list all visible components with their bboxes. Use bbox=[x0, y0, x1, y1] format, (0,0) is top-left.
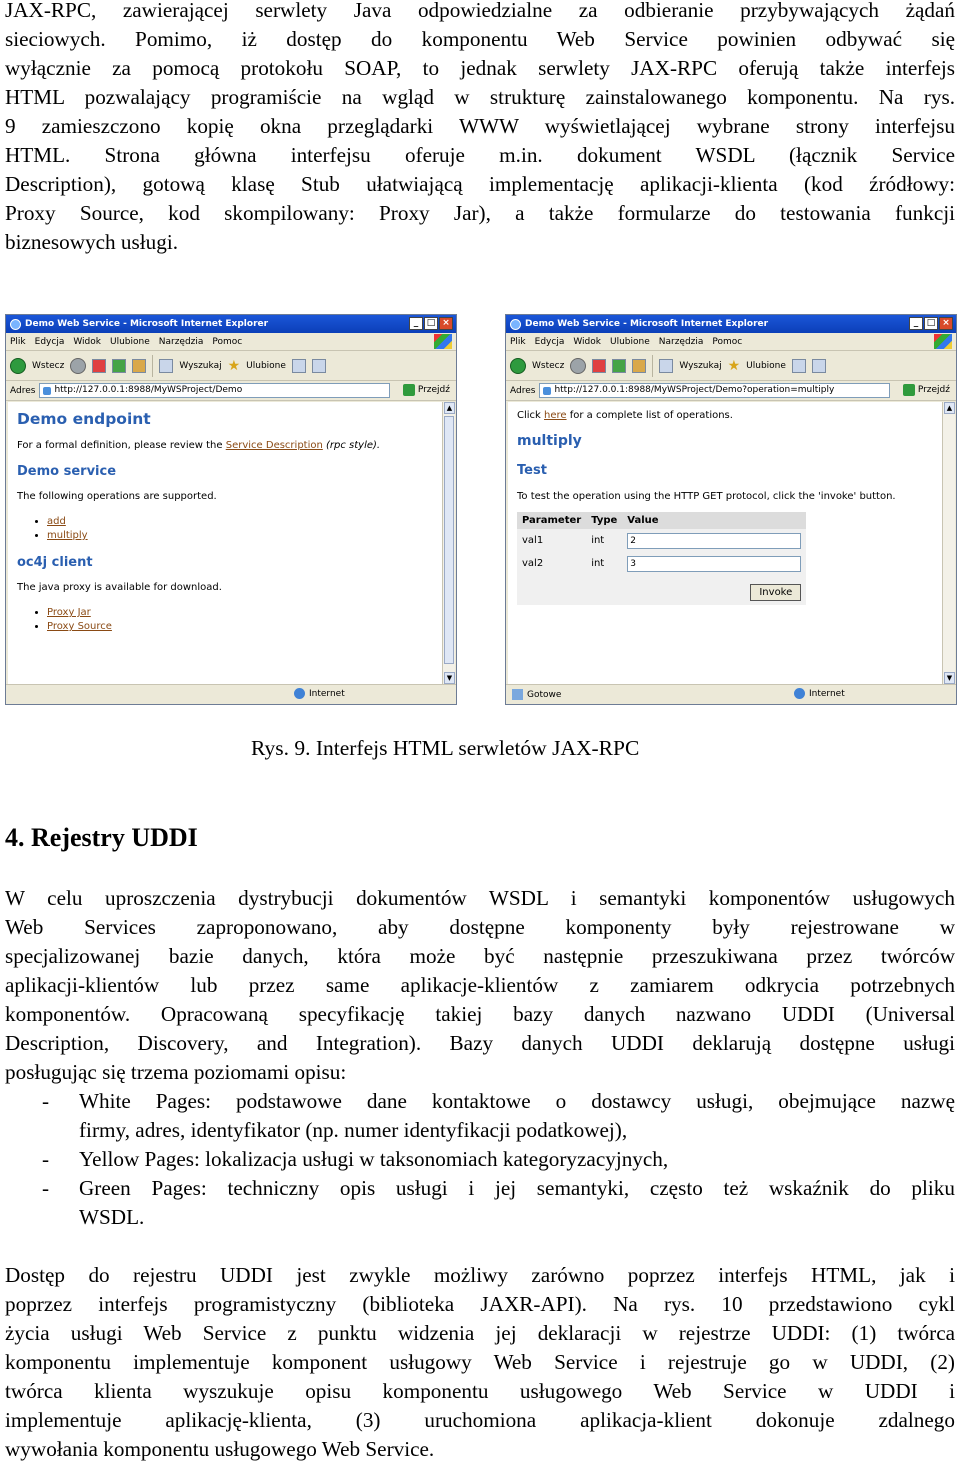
intro-paragraph bbox=[5, 0, 955, 257]
toolbar-divider bbox=[152, 355, 153, 377]
intro-line: biznesowych usługi. bbox=[5, 230, 179, 254]
status-zone: Internet bbox=[309, 688, 345, 699]
invoke-button[interactable]: Invoke bbox=[750, 584, 801, 601]
list-item bbox=[5, 1145, 955, 1174]
favorites-button[interactable]: Ulubione bbox=[246, 360, 286, 371]
heading-client: oc4j client bbox=[17, 555, 93, 570]
page-content bbox=[8, 402, 442, 684]
status-bar bbox=[6, 684, 456, 704]
para-line: komponentu implementuje komponent usługowy Web Service i rejestruje go w UDDI, (2) bbox=[5, 1350, 955, 1374]
intro-line: JAX-RPC, zawierającej serwlety Java odpowiedzialne za odbieranie przybywających żądań bbox=[5, 0, 955, 22]
intro-line: sieciowych. Pomimo, iż dostęp do komponentu Web Service powinien odbywać się bbox=[5, 27, 955, 51]
search-button[interactable]: Wyszukaj bbox=[679, 360, 722, 371]
forward-arrow-icon[interactable] bbox=[570, 358, 586, 374]
heading-service: Demo service bbox=[17, 464, 117, 479]
service-description-link[interactable]: Service Description bbox=[225, 440, 323, 451]
go-arrow-icon bbox=[403, 384, 415, 396]
ie-icon bbox=[510, 319, 521, 330]
stop-icon[interactable] bbox=[592, 359, 606, 373]
heading-test: Test bbox=[517, 463, 547, 478]
address-input[interactable]: http://127.0.0.1:8988/MyWSProject/Demo bbox=[39, 383, 390, 398]
table-header-row bbox=[517, 512, 806, 529]
heading-endpoint: Demo endpoint bbox=[17, 410, 151, 428]
history-icon[interactable] bbox=[792, 359, 806, 373]
refresh-icon[interactable] bbox=[612, 359, 626, 373]
mail-icon[interactable] bbox=[312, 359, 326, 373]
list-item bbox=[5, 1087, 955, 1145]
go-arrow-icon bbox=[903, 384, 915, 396]
globe-icon bbox=[294, 688, 305, 699]
table-row bbox=[517, 552, 806, 575]
para-line: implementuje aplikację-klienta, (3) uruchomiona aplikacja-klient dokonuje zdalnego bbox=[5, 1408, 955, 1432]
page-done-icon bbox=[512, 689, 523, 700]
status-bar bbox=[506, 684, 956, 704]
menu-view[interactable]: Widok bbox=[73, 336, 101, 347]
go-button[interactable] bbox=[903, 384, 950, 396]
formal-text-after: (rpc style). bbox=[322, 440, 381, 451]
table-row bbox=[517, 529, 806, 552]
close-button[interactable]: × bbox=[439, 317, 453, 330]
maximize-button[interactable]: □ bbox=[424, 317, 438, 330]
para-line: posługując się trzema poziomami opisu: bbox=[5, 1060, 347, 1084]
page-content bbox=[508, 402, 942, 684]
browser-window-demo bbox=[5, 314, 457, 705]
search-icon[interactable] bbox=[659, 359, 673, 373]
para-line: poprzez interfejs programistyczny (biblioteka JAXR-API). Na rys. 10 przedstawiono cykl bbox=[5, 1292, 955, 1316]
param-type: int bbox=[586, 529, 622, 552]
search-icon[interactable] bbox=[159, 359, 173, 373]
status-text: Gotowe bbox=[527, 689, 562, 700]
here-link[interactable]: here bbox=[544, 410, 567, 421]
toolbar bbox=[506, 351, 956, 381]
home-icon[interactable] bbox=[632, 359, 646, 373]
ie-icon bbox=[10, 319, 21, 330]
stop-icon[interactable] bbox=[92, 359, 106, 373]
browser-window-multiply bbox=[505, 314, 957, 705]
menu-edit[interactable]: Edycja bbox=[534, 336, 565, 347]
parameters-table bbox=[517, 512, 806, 605]
toolbar bbox=[6, 351, 456, 381]
formal-text-before: For a formal definition, please review the bbox=[17, 440, 226, 451]
para-line: komponentów. Opracowaną specyfikację takiej bazy danych nazwano UDDI (Universal bbox=[5, 1002, 955, 1026]
proxy-source-link[interactable]: Proxy Source bbox=[47, 621, 112, 632]
operation-link-add[interactable]: add bbox=[47, 516, 66, 527]
go-label: Przejdź bbox=[417, 385, 450, 395]
intro-line: Proxy Source, kod skompilowany: Proxy Jar), a także formularze do testowania funkcji bbox=[5, 201, 955, 225]
para-line: Description, Discovery, and Integration). Bazy danych UDDI deklarują dostępne usługi bbox=[5, 1031, 955, 1055]
window-title: Demo Web Service - Microsoft Internet Explorer bbox=[525, 319, 769, 329]
operations-text: The following operations are supported. bbox=[17, 491, 217, 502]
param-name: val1 bbox=[517, 529, 586, 552]
minimize-button[interactable]: _ bbox=[409, 317, 423, 330]
list-line: firmy, adres, identyfikator (np. numer identyfikacji podatkowej), bbox=[79, 1118, 628, 1142]
search-button[interactable]: Wyszukaj bbox=[179, 360, 222, 371]
list-line: Green Pages: techniczny opis usługi i jej semantyki, często też wskaźnik do pliku bbox=[79, 1176, 955, 1200]
back-arrow-icon[interactable] bbox=[10, 358, 26, 374]
scroll-thumb[interactable] bbox=[444, 416, 454, 664]
proxy-list bbox=[47, 606, 433, 634]
list-dash: - bbox=[42, 1089, 50, 1113]
client-text: The java proxy is available for download. bbox=[17, 582, 222, 593]
access-paragraph bbox=[5, 1261, 955, 1464]
para-line: specjalizowanej bazie danych, która może być następnie przeszukiwana przez twórców bbox=[5, 944, 955, 968]
formal-definition-text bbox=[17, 440, 433, 451]
header-parameter: Parameter bbox=[517, 512, 586, 529]
uddi-paragraph bbox=[5, 884, 955, 1087]
intro-line: HTML. Strona główna interfejsu oferuje m.in. dokument WSDL (łącznik Service bbox=[5, 143, 955, 167]
windows-logo-icon bbox=[434, 334, 452, 349]
proxy-jar-link[interactable]: Proxy Jar bbox=[47, 607, 91, 618]
intro-line: 9 zamieszczono kopię okna przeglądarki WWW wyświetlającej wybrane strony interfejsu bbox=[5, 114, 955, 138]
mail-icon[interactable] bbox=[812, 359, 826, 373]
menu-file[interactable]: Plik bbox=[10, 336, 26, 347]
heading-operation: multiply bbox=[517, 433, 582, 449]
param-name: val2 bbox=[517, 552, 586, 575]
globe-icon bbox=[794, 688, 805, 699]
back-button[interactable]: Wstecz bbox=[32, 360, 65, 371]
para-line: wywołania komponentu usługowego Web Service. bbox=[5, 1437, 435, 1461]
intro-line: wyłącznie za pomocą protokołu SOAP, to jednak serwlety JAX-RPC oferują także interfejs bbox=[5, 56, 955, 80]
toolbar-divider bbox=[652, 355, 653, 377]
menu-tools[interactable]: Narzędzia bbox=[658, 336, 704, 347]
menu-file[interactable]: Plik bbox=[510, 336, 526, 347]
favorites-button[interactable]: Ulubione bbox=[746, 360, 786, 371]
address-bar bbox=[6, 381, 456, 401]
vertical-scrollbar[interactable] bbox=[942, 402, 955, 684]
menu-tools[interactable]: Narzędzia bbox=[158, 336, 204, 347]
title-bar bbox=[6, 315, 456, 333]
close-button[interactable]: × bbox=[939, 317, 953, 330]
header-value: Value bbox=[622, 512, 806, 529]
figure-caption: Rys. 9. Interfejs HTML serwletów JAX-RPC bbox=[251, 736, 640, 760]
window-title: Demo Web Service - Microsoft Internet Explorer bbox=[25, 319, 269, 329]
menu-favorites[interactable]: Ulubione bbox=[109, 336, 150, 347]
intro-line: Description), gotową klasę Stub ułatwiającą implementację aplikacji-klienta (kod źródłowy: bbox=[5, 172, 955, 196]
scroll-down-icon[interactable]: ▼ bbox=[944, 672, 955, 684]
address-input[interactable]: http://127.0.0.1:8988/MyWSProject/Demo?operation=multiply bbox=[539, 383, 890, 398]
status-zone: Internet bbox=[809, 688, 845, 699]
click-before: Click bbox=[517, 410, 545, 421]
favorites-star-icon[interactable]: ★ bbox=[227, 357, 241, 374]
list-item bbox=[5, 1174, 955, 1232]
history-icon[interactable] bbox=[292, 359, 306, 373]
back-button[interactable]: Wstecz bbox=[532, 360, 565, 371]
operation-link-multiply[interactable]: multiply bbox=[47, 530, 88, 541]
address-bar bbox=[506, 381, 956, 401]
menu-edit[interactable]: Edycja bbox=[34, 336, 65, 347]
menu-favorites[interactable]: Ulubione bbox=[609, 336, 650, 347]
intro-line: HTML pozwalający programiście na wgląd w strukturę zainstalowanego komponentu. Na rys. bbox=[5, 85, 955, 109]
val2-input[interactable] bbox=[627, 556, 801, 572]
header-type: Type bbox=[586, 512, 622, 529]
refresh-icon[interactable] bbox=[112, 359, 126, 373]
list-line: WSDL. bbox=[79, 1205, 145, 1229]
list-dash: - bbox=[42, 1147, 50, 1171]
scroll-up-icon[interactable]: ▲ bbox=[944, 402, 955, 414]
maximize-button[interactable]: □ bbox=[924, 317, 938, 330]
address-label: Adres bbox=[10, 385, 36, 396]
favorites-star-icon[interactable]: ★ bbox=[727, 357, 741, 374]
para-line: Web Services zaproponowano, aby dostępne komponenty były rejestrowane w bbox=[5, 915, 955, 939]
back-arrow-icon[interactable] bbox=[510, 358, 526, 374]
para-line: twórca klienta wyszukuje opisu komponentu usługowego Web Service w UDDI i bbox=[5, 1379, 955, 1403]
title-bar bbox=[506, 315, 956, 333]
go-label: Przejdź bbox=[917, 385, 950, 395]
para-line: W celu uproszczenia dystrybucji dokumentów WSDL i semantyki komponentów usługowych bbox=[5, 886, 955, 910]
test-instructions: To test the operation using the HTTP GET protocol, click the 'invoke' button. bbox=[517, 491, 896, 502]
click-after: for a complete list of operations. bbox=[566, 410, 733, 421]
list-line: Yellow Pages: lokalizacja usługi w taksonomiach kategoryzacyjnych, bbox=[79, 1147, 669, 1171]
click-here-text bbox=[517, 410, 933, 421]
scroll-up-icon[interactable]: ▲ bbox=[444, 402, 455, 414]
minimize-button[interactable]: _ bbox=[909, 317, 923, 330]
val1-input[interactable] bbox=[627, 533, 801, 549]
forward-arrow-icon[interactable] bbox=[70, 358, 86, 374]
list-dash: - bbox=[42, 1176, 50, 1200]
go-button[interactable] bbox=[403, 384, 450, 396]
param-type: int bbox=[586, 552, 622, 575]
operations-list bbox=[47, 515, 433, 543]
windows-logo-icon bbox=[934, 334, 952, 349]
section-heading: 4. Rejestry UDDI bbox=[5, 823, 198, 852]
para-line: aplikacji-klientów lub przez same aplikacje-klientów z zamiarem odkrycia potrzebnych bbox=[5, 973, 955, 997]
scroll-down-icon[interactable]: ▼ bbox=[444, 672, 455, 684]
vertical-scrollbar[interactable] bbox=[442, 402, 455, 684]
home-icon[interactable] bbox=[132, 359, 146, 373]
menu-view[interactable]: Widok bbox=[573, 336, 601, 347]
para-line: życia usługi Web Service z punktu widzenia jej deklaracji w rejestrze UDDI: (1) twórca bbox=[5, 1321, 955, 1345]
menu-help[interactable]: Pomoc bbox=[212, 336, 243, 347]
menu-help[interactable]: Pomoc bbox=[712, 336, 743, 347]
para-line: Dostęp do rejestru UDDI jest zwykle możliwy zarówno poprzez interfejs HTML, jak i bbox=[5, 1263, 955, 1287]
menu-bar bbox=[506, 333, 956, 351]
address-label: Adres bbox=[510, 385, 536, 396]
pages-list bbox=[5, 1087, 955, 1232]
menu-bar bbox=[6, 333, 456, 351]
list-line: White Pages: podstawowe dane kontaktowe o dostawcy usługi, obejmujące nazwę bbox=[79, 1089, 955, 1113]
